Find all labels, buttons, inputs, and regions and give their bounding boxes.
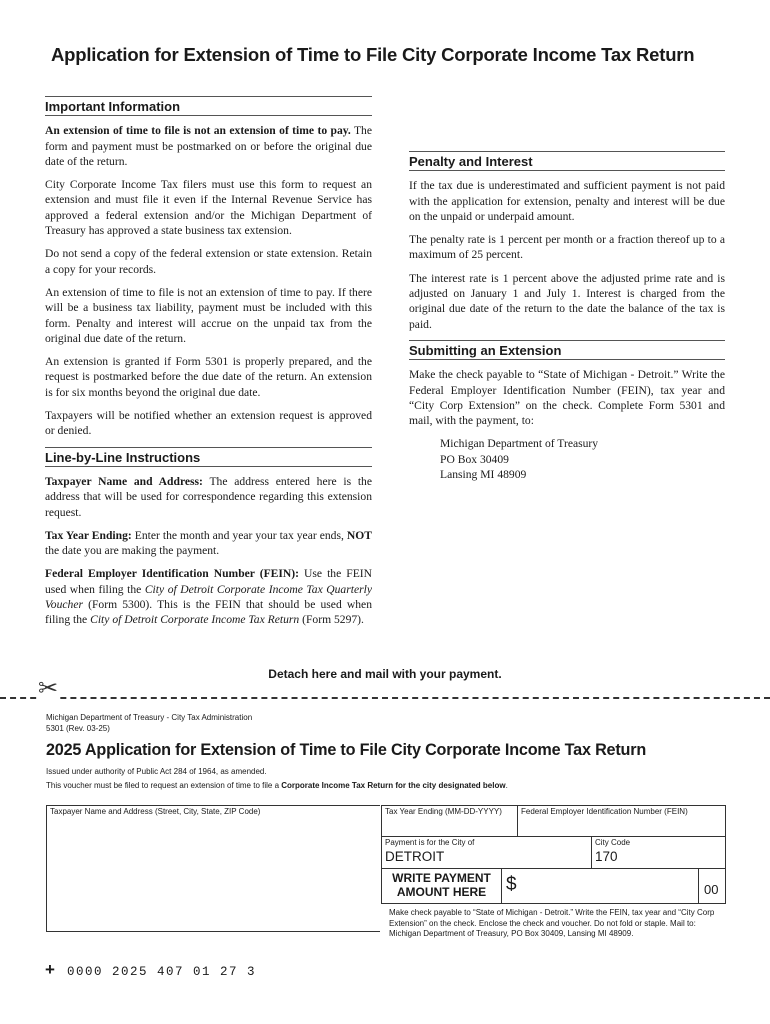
taxpayer-bold: Taxpayer Name and Address: bbox=[45, 474, 203, 488]
voucher-note-bold: Corporate Income Tax Return for the city designated below bbox=[281, 781, 506, 790]
city-code-field bbox=[591, 836, 726, 869]
page-title: Application for Extension of Time to File City Corporate Income Tax Return bbox=[51, 44, 695, 65]
fein-field[interactable] bbox=[517, 805, 726, 837]
voucher-note-start: This voucher must be filed to request an extension of time to file a bbox=[46, 781, 282, 790]
cents-divider bbox=[698, 869, 699, 903]
plus-mark: + bbox=[45, 960, 55, 979]
important-paragraph-5: An extension is granted if Form 5301 is properly prepared, and the request is postmarked before the due date of the return. An extension is for six months beyond the original due date. bbox=[45, 355, 372, 399]
taxyear-bold: Tax Year Ending: bbox=[45, 528, 132, 542]
write-payment-label bbox=[382, 869, 502, 903]
cut-line bbox=[0, 697, 770, 699]
important-paragraph-3: Do not send a copy of the federal extension or state extension. Retain a copy for your records. bbox=[45, 247, 372, 276]
right-column bbox=[409, 91, 725, 483]
taxyear-not: NOT bbox=[346, 528, 372, 542]
taxyear-end: the date you are making the payment. bbox=[45, 544, 220, 558]
line-by-line-heading: Line-by-Line Instructions bbox=[45, 447, 372, 467]
penalty-paragraph-1: If the tax due is underestimated and sufficient payment is not paid with the application for extension, penalty and interest will be due on the unpaid or underpaid amount. bbox=[409, 179, 725, 223]
penalty-paragraph-2: The penalty rate is 1 percent per month or a fraction thereof up to a maximum of 25 percent. bbox=[409, 233, 725, 262]
fein-rest3: (Form 5297). bbox=[299, 613, 364, 627]
taxpayer-name-instruction bbox=[45, 474, 372, 520]
fein-rest2: (Form 5300). This is the FEIN that should be used when filing the bbox=[45, 598, 372, 627]
voucher-title: 2025 Application for Extension of Time to File City Corporate Income Tax Return bbox=[46, 741, 647, 759]
tax-year-label: Tax Year Ending (MM-DD-YYYY) bbox=[385, 807, 502, 816]
important-p1-rest: The form and payment must be postmarked on or before the original due date of the return. bbox=[45, 124, 372, 168]
voucher-note-end: . bbox=[505, 781, 508, 790]
fein-italic2: City of Detroit Corporate Income Tax Return bbox=[90, 613, 300, 627]
important-paragraph-4: An extension of time to file is not an extension of time to pay. If there will be a business tax liability, payment must be included with this form. Penalty and interest will accrue on the unpaid tax from the original due date of the return. bbox=[45, 285, 372, 345]
scissors-icon: ✂ bbox=[38, 676, 59, 702]
voucher-note bbox=[46, 781, 508, 790]
tax-year-instruction bbox=[45, 528, 372, 559]
form-revision: 5301 (Rev. 03-25) bbox=[46, 724, 110, 733]
city-label: Payment is for the City of bbox=[385, 838, 475, 847]
important-p1-bold: An extension of time to file is not an extension of time to pay. bbox=[45, 124, 351, 138]
submitting-paragraph: Make the check payable to “State of Michigan - Detroit.” Write the Federal Employer Identification Number (FEIN), tax year and “City Corp Extension” on the check. Complete Form 5301 and mail, with the payment, to: bbox=[409, 368, 725, 428]
fein-rest: Use the FEIN used when filing the bbox=[45, 567, 373, 596]
fein-instruction bbox=[45, 566, 372, 627]
taxpayer-rest: The address entered here is the address that will be used for correspondence regarding this extension request. bbox=[45, 474, 373, 519]
city-value: DETROIT bbox=[385, 849, 445, 864]
important-paragraph-2: City Corporate Income Tax filers must use this form to request an extension and must file it even if the Internal Revenue Service has approved a federal extension and/or the Michigan Department of Treasury has approved a state business tax extension. bbox=[45, 178, 372, 238]
cents-value: 00 bbox=[704, 882, 719, 897]
left-column bbox=[45, 94, 372, 636]
mailing-address bbox=[440, 436, 725, 483]
important-info-heading: Important Information bbox=[45, 96, 372, 116]
tax-year-ending-field[interactable] bbox=[381, 805, 518, 837]
address-line-1: Michigan Department of Treasury bbox=[440, 437, 599, 451]
payment-amount-field[interactable] bbox=[381, 868, 726, 904]
fein-continuation-space bbox=[409, 91, 725, 149]
agency-name: Michigan Department of Treasury - City Tax Administration bbox=[46, 713, 253, 722]
penalty-interest-heading: Penalty and Interest bbox=[409, 151, 725, 171]
important-paragraph-1 bbox=[45, 123, 372, 169]
dollar-sign: $ bbox=[506, 874, 517, 895]
address-line-3: Lansing MI 48909 bbox=[440, 468, 527, 482]
address-line-2: PO Box 30409 bbox=[440, 452, 509, 466]
write-payment-line-1: WRITE PAYMENT bbox=[392, 871, 491, 885]
fein-italic: City of Detroit Corporate Income Tax Quarterly Voucher bbox=[45, 582, 372, 612]
name-address-label: Taxpayer Name and Address (Street, City, State, ZIP Code) bbox=[50, 807, 261, 816]
mail-instructions: Make check payable to “State of Michigan - Detroit.” Write the FEIN, tax year and “City Corp Extension” on the check. Enclose the check and voucher. Do not fold or staple. Mail to: Michigan Department of Treasury, PO Box 30409, Lansing MI 48909. bbox=[389, 908, 715, 938]
penalty-paragraph-3: The interest rate is 1 percent above the adjusted prime rate and is adjusted on January 1 and July 1. Interest is charged from the original due date of the return to the date the balance of the tax is paid. bbox=[409, 271, 725, 331]
payment-city-field bbox=[381, 836, 592, 869]
fein-bold: Federal Employer Identification Number (FEIN): bbox=[45, 567, 300, 581]
fein-label: Federal Employer Identification Number (FEIN) bbox=[521, 807, 688, 816]
important-paragraph-6: Taxpayers will be notified whether an extension request is approved or denied. bbox=[45, 409, 372, 438]
authority-note: Issued under authority of Public Act 284 of 1964, as amended. bbox=[46, 767, 267, 776]
submitting-extension-heading: Submitting an Extension bbox=[409, 340, 725, 360]
write-payment-line-2: AMOUNT HERE bbox=[396, 885, 487, 899]
detach-instruction: Detach here and mail with your payment. bbox=[268, 667, 502, 681]
city-code-value: 170 bbox=[595, 849, 618, 864]
city-code-label: City Code bbox=[595, 838, 631, 847]
voucher-agency bbox=[46, 712, 252, 734]
taxpayer-name-address-field[interactable] bbox=[46, 805, 380, 932]
taxyear-rest: Enter the month and year your tax year ends, bbox=[131, 528, 344, 542]
scan-line-number: 0000 2025 407 01 27 3 bbox=[67, 965, 257, 979]
